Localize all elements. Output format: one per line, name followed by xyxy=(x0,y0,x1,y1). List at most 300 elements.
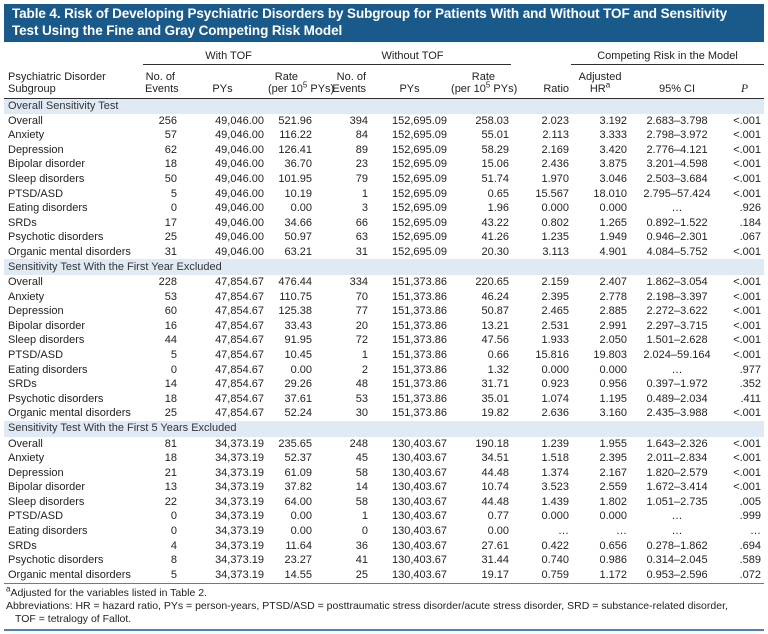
cell-pys_notof: 152,695.09 xyxy=(391,172,448,185)
cell-rate_tof: 125.38 xyxy=(278,305,313,318)
cell-ci: 1.501–2.628 xyxy=(646,334,708,347)
cell-events_tof: 62 xyxy=(164,143,177,156)
cell-rate_tof: 476.44 xyxy=(278,276,313,289)
cell-pys_tof: 34,373.19 xyxy=(215,568,264,581)
cell-pys_tof: 49,046.00 xyxy=(215,129,264,142)
cell-pys_notof: 130,403.67 xyxy=(391,568,448,581)
cell-rate_notof: 44.48 xyxy=(481,495,510,508)
table-row xyxy=(4,437,764,452)
cell-pys_notof: 130,403.67 xyxy=(391,495,448,508)
cell-events_notof: 0 xyxy=(361,524,369,537)
table-row xyxy=(4,553,764,568)
col-header-events-with: No. of Events xyxy=(143,64,179,98)
cell-pys_notof: 152,695.09 xyxy=(391,202,448,215)
cell-ratio: 0.000 xyxy=(541,510,570,523)
cell-ci: 1.862–3.054 xyxy=(646,276,708,289)
cell-subgroup: Sleep disorders xyxy=(8,172,85,185)
cell-p: <.001 xyxy=(733,276,762,289)
cell-ratio: 2.169 xyxy=(541,143,570,156)
cell-rate_tof: 110.75 xyxy=(279,290,313,303)
col-header-subgroup: Psychiatric Disorder Subgroup xyxy=(4,64,143,98)
table-row xyxy=(4,568,764,583)
cell-events_notof: 58 xyxy=(355,466,369,479)
bottom-rule xyxy=(4,629,764,631)
cell-rate_notof: 27.61 xyxy=(481,539,510,552)
cell-pys_tof: 47,854.67 xyxy=(215,378,264,391)
cell-p: <.001 xyxy=(733,158,762,171)
cell-pys_notof: 151,373.86 xyxy=(391,276,448,289)
cell-rate_tof: 91.95 xyxy=(284,334,313,347)
cell-rate_tof: 0.00 xyxy=(290,363,313,376)
cell-hr: 0.000 xyxy=(599,363,628,376)
cell-ratio: 1.239 xyxy=(541,437,570,450)
group-header-without-tof: Without TOF xyxy=(314,47,511,64)
cell-pys_tof: 49,046.00 xyxy=(215,172,264,185)
cell-ratio: 15.816 xyxy=(535,348,570,361)
cell-ratio: 1.074 xyxy=(541,392,570,405)
footnote-abbreviations-line2: TOF = tetralogy of Fallot. xyxy=(15,613,132,626)
cell-p: <.001 xyxy=(733,481,762,494)
cell-events_notof: 1 xyxy=(361,510,369,523)
cell-rate_tof: 37.61 xyxy=(284,392,313,405)
table-title: Table 4. Risk of Developing Psychiatric Disorders by Subgroup for Patients With and Without TOF and Sensitivity Test Using the Fine and Gray Competing Risk Model xyxy=(4,4,764,42)
cell-hr: 0.956 xyxy=(599,378,628,391)
cell-pys_tof: 47,854.67 xyxy=(215,305,264,318)
group-header-spacer xyxy=(511,47,571,64)
cell-hr: 2.559 xyxy=(599,481,628,494)
cell-ci: 0.892–1.522 xyxy=(646,216,708,229)
cell-events_notof: 1 xyxy=(361,348,369,361)
cell-events_notof: 70 xyxy=(355,290,369,303)
cell-events_tof: 0 xyxy=(170,202,177,215)
cell-subgroup: Bipolar disorder xyxy=(8,319,86,332)
table-row xyxy=(4,114,764,129)
cell-rate_notof: 0.00 xyxy=(487,524,510,537)
cell-subgroup: Organic mental disorders xyxy=(8,245,131,258)
cell-ratio: 0.740 xyxy=(541,554,570,567)
cell-pys_tof: 49,046.00 xyxy=(215,187,264,200)
cell-events_notof: 53 xyxy=(355,392,369,405)
cell-ratio: 2.395 xyxy=(541,290,570,303)
cell-p: .072 xyxy=(739,568,762,581)
cell-pys_notof: 152,695.09 xyxy=(391,114,448,127)
cell-events_notof: 30 xyxy=(355,407,369,420)
cell-rate_tof: 116.22 xyxy=(279,129,313,142)
cell-subgroup: Anxiety xyxy=(8,452,45,465)
cell-ci: 2.776–4.121 xyxy=(646,143,708,156)
cell-events_tof: 13 xyxy=(164,481,177,494)
cell-pys_tof: 47,854.67 xyxy=(215,276,264,289)
cell-ratio: 1.933 xyxy=(541,334,570,347)
cell-p: <.001 xyxy=(733,334,762,347)
section-header-row xyxy=(4,421,764,437)
cell-events_notof: 2 xyxy=(361,363,369,376)
cell-ci: 2.272–3.622 xyxy=(646,305,708,318)
cell-hr: 0.986 xyxy=(599,554,628,567)
cell-ratio: 1.439 xyxy=(541,495,570,508)
cell-events_notof: 248 xyxy=(349,437,369,450)
table-row xyxy=(4,158,764,173)
cell-rate_tof: 63.21 xyxy=(284,245,313,258)
cell-events_notof: 25 xyxy=(355,568,369,581)
cell-subgroup: Organic mental disorders xyxy=(8,568,131,581)
cell-rate_tof: 36.70 xyxy=(284,158,313,171)
table-row xyxy=(4,245,764,260)
cell-ratio: 1.970 xyxy=(541,172,570,185)
cell-pys_tof: 34,373.19 xyxy=(215,539,264,552)
cell-events_tof: 18 xyxy=(164,392,177,405)
col-header-95ci: 95% CI xyxy=(629,64,725,98)
cell-hr: 0.000 xyxy=(599,510,628,523)
cell-rate_notof: 19.82 xyxy=(481,407,510,420)
cell-events_tof: 0 xyxy=(170,524,177,537)
cell-ratio: 2.436 xyxy=(541,158,570,171)
cell-rate_notof: 55.01 xyxy=(481,129,510,142)
table-row xyxy=(4,216,764,231)
cell-ratio: 0.000 xyxy=(541,202,570,215)
cell-hr: 2.885 xyxy=(599,305,628,318)
cell-pys_notof: 152,695.09 xyxy=(391,245,448,258)
cell-pys_tof: 47,854.67 xyxy=(215,348,264,361)
cell-ci: … xyxy=(671,510,683,523)
cell-p: .067 xyxy=(739,231,762,244)
cell-events_tof: 18 xyxy=(164,158,177,171)
cell-p: .977 xyxy=(739,363,762,376)
cell-ci: 2.198–3.397 xyxy=(646,290,708,303)
risk-table xyxy=(4,47,764,582)
cell-rate_notof: 58.29 xyxy=(481,143,510,156)
cell-rate_tof: 64.00 xyxy=(284,495,313,508)
cell-ci: 0.314–2.045 xyxy=(646,554,708,567)
cell-rate_notof: 46.24 xyxy=(481,290,510,303)
cell-pys_tof: 34,373.19 xyxy=(215,466,264,479)
cell-pys_notof: 130,403.67 xyxy=(391,524,448,537)
cell-ratio: 2.023 xyxy=(541,114,570,127)
cell-p: <.001 xyxy=(733,437,762,450)
cell-pys_tof: 47,854.67 xyxy=(215,334,264,347)
cell-pys_notof: 130,403.67 xyxy=(391,510,448,523)
cell-events_notof: 84 xyxy=(355,129,369,142)
cell-ratio: 2.159 xyxy=(541,276,570,289)
cell-ci: 0.946–2.301 xyxy=(646,231,708,244)
cell-ci: 0.489–2.034 xyxy=(646,392,708,405)
section-header-row xyxy=(4,98,764,114)
cell-p: .999 xyxy=(739,510,762,523)
cell-pys_notof: 130,403.67 xyxy=(391,539,448,552)
cell-pys_tof: 34,373.19 xyxy=(215,554,264,567)
cell-hr: … xyxy=(616,524,628,537)
cell-subgroup: PTSD/ASD xyxy=(8,187,64,200)
cell-rate_tof: 11.64 xyxy=(285,539,313,552)
cell-events_notof: 31 xyxy=(355,245,369,258)
cell-events_tof: 4 xyxy=(170,539,177,552)
cell-pys_tof: 47,854.67 xyxy=(215,392,264,405)
cell-events_notof: 20 xyxy=(355,319,369,332)
cell-ci: 0.278–1.862 xyxy=(646,539,708,552)
group-header-with-tof: With TOF xyxy=(143,47,314,64)
cell-ratio: 2.465 xyxy=(541,305,570,318)
cell-ci: 2.297–3.715 xyxy=(646,319,708,332)
cell-events_tof: 25 xyxy=(164,407,177,420)
cell-events_tof: 8 xyxy=(170,554,177,567)
cell-p: … xyxy=(750,524,762,537)
col-header-adjusted-hr: Adjusted $HR^a$ xyxy=(571,64,629,98)
cell-pys_tof: 34,373.19 xyxy=(215,495,264,508)
cell-pys_tof: 49,046.00 xyxy=(215,202,264,215)
column-header-row xyxy=(4,64,764,98)
cell-pys_tof: 47,854.67 xyxy=(215,363,264,376)
section-header-label: Sensitivity Test With the First 5 Years Excluded xyxy=(4,421,764,437)
cell-rate_notof: 41.26 xyxy=(481,231,510,244)
cell-pys_notof: 151,373.86 xyxy=(391,407,448,420)
cell-hr: 3.160 xyxy=(599,407,628,420)
cell-pys_notof: 151,373.86 xyxy=(391,363,448,376)
cell-hr: 19.803 xyxy=(593,348,628,361)
cell-rate_tof: 50.97 xyxy=(284,231,313,244)
table-row xyxy=(4,172,764,187)
table-row xyxy=(4,290,764,305)
cell-events_notof: 48 xyxy=(355,378,369,391)
cell-events_tof: 22 xyxy=(164,495,177,508)
cell-rate_notof: 44.48 xyxy=(481,466,510,479)
cell-ratio: 0.422 xyxy=(541,539,570,552)
cell-pys_tof: 49,046.00 xyxy=(215,216,264,229)
cell-rate_notof: 43.22 xyxy=(481,216,510,229)
cell-hr: 3.420 xyxy=(599,143,628,156)
cell-hr: 0.656 xyxy=(599,539,628,552)
cell-rate_tof: 0.00 xyxy=(290,510,313,523)
cell-hr: 1.949 xyxy=(599,231,628,244)
cell-hr: 1.802 xyxy=(599,495,628,508)
cell-rate_tof: 23.27 xyxy=(284,554,313,567)
cell-subgroup: Depression xyxy=(8,305,64,318)
cell-subgroup: Overall xyxy=(8,114,43,127)
cell-events_tof: 18 xyxy=(164,452,177,465)
cell-ci: 1.672–3.414 xyxy=(646,481,708,494)
group-header-row xyxy=(4,47,764,64)
cell-hr: 3.333 xyxy=(599,129,628,142)
cell-events_tof: 21 xyxy=(164,466,177,479)
cell-ci: 1.051–2.735 xyxy=(646,495,708,508)
cell-pys_tof: 49,046.00 xyxy=(215,114,264,127)
cell-p: <.001 xyxy=(733,172,762,185)
cell-rate_tof: 126.41 xyxy=(278,143,313,156)
cell-pys_notof: 151,373.86 xyxy=(391,348,448,361)
cell-ci: 3.201–4.598 xyxy=(646,158,708,171)
cell-rate_tof: 235.65 xyxy=(278,437,313,450)
cell-ci: 2.024–59.164 xyxy=(643,348,711,361)
cell-ci: … xyxy=(671,202,683,215)
cell-rate_tof: 33.43 xyxy=(284,319,313,332)
cell-ratio: … xyxy=(558,524,570,537)
cell-subgroup: Eating disorders xyxy=(8,202,88,215)
cell-subgroup: SRDs xyxy=(8,378,37,391)
table-row xyxy=(4,481,764,496)
table-row xyxy=(4,495,764,510)
col-header-p-value: P xyxy=(725,64,764,98)
table-body xyxy=(4,98,764,582)
cell-rate_tof: 61.09 xyxy=(284,466,313,479)
group-header-competing-risk: Competing Risk in the Model xyxy=(571,47,764,64)
cell-rate_notof: 19.17 xyxy=(481,568,510,581)
cell-p: <.001 xyxy=(733,452,762,465)
cell-rate_notof: 13.21 xyxy=(481,319,510,332)
cell-events_tof: 256 xyxy=(158,114,177,127)
cell-p: <.001 xyxy=(733,348,762,361)
cell-ci: 1.820–2.579 xyxy=(646,466,708,479)
cell-ratio: 2.636 xyxy=(541,407,570,420)
cell-ci: 2.683–3.798 xyxy=(646,114,708,127)
cell-p: <.001 xyxy=(733,290,762,303)
cell-p: .926 xyxy=(739,202,762,215)
cell-subgroup: Bipolar disorder xyxy=(8,158,86,171)
cell-events_tof: 25 xyxy=(164,231,177,244)
cell-subgroup: Bipolar disorder xyxy=(8,481,86,494)
cell-ratio: 1.518 xyxy=(541,452,570,465)
table-row xyxy=(4,348,764,363)
cell-ci: 2.798–3.972 xyxy=(646,129,708,142)
cell-hr: 2.778 xyxy=(599,290,628,303)
cell-rate_tof: 101.95 xyxy=(278,172,313,185)
cell-ci: 2.795–57.424 xyxy=(643,187,711,200)
footnote-adjusted: $^a$Adjusted for the variables listed in Table 2. xyxy=(6,584,207,600)
cell-events_notof: 45 xyxy=(355,452,369,465)
cell-subgroup: SRDs xyxy=(8,216,37,229)
table-header xyxy=(4,47,764,98)
cell-subgroup: Anxiety xyxy=(8,129,45,142)
table-row xyxy=(4,230,764,245)
cell-ratio: 1.374 xyxy=(541,466,570,479)
section-header-row xyxy=(4,259,764,275)
cell-rate_notof: 190.18 xyxy=(475,437,510,450)
cell-rate_notof: 31.44 xyxy=(481,554,510,567)
cell-rate_notof: 10.74 xyxy=(481,481,510,494)
cell-ratio: 0.000 xyxy=(541,363,570,376)
table-row xyxy=(4,275,764,290)
cell-hr: 2.407 xyxy=(599,276,628,289)
cell-hr: 3.875 xyxy=(599,158,628,171)
cell-rate_tof: 10.19 xyxy=(284,187,313,200)
cell-hr: 3.192 xyxy=(599,114,628,127)
section-header-label: Overall Sensitivity Test xyxy=(4,98,764,114)
cell-pys_tof: 47,854.67 xyxy=(215,290,264,303)
cell-p: .694 xyxy=(739,539,762,552)
cell-events_tof: 5 xyxy=(170,568,177,581)
cell-subgroup: Organic mental disorders xyxy=(8,407,131,420)
table-row xyxy=(4,510,764,525)
cell-rate_tof: 14.55 xyxy=(284,568,313,581)
cell-subgroup: Psychotic disorders xyxy=(8,554,104,567)
cell-ratio: 3.113 xyxy=(542,245,570,258)
cell-ratio: 0.923 xyxy=(541,378,570,391)
cell-events_tof: 53 xyxy=(164,290,177,303)
table-row xyxy=(4,451,764,466)
cell-ci: 2.503–3.684 xyxy=(646,172,708,185)
cell-rate_tof: 52.37 xyxy=(284,452,313,465)
cell-ci: 2.435–3.988 xyxy=(646,407,708,420)
cell-rate_notof: 15.06 xyxy=(481,158,510,171)
cell-rate_notof: 50.87 xyxy=(481,305,510,318)
cell-p: <.001 xyxy=(733,407,762,420)
cell-events_notof: 14 xyxy=(355,481,369,494)
cell-p: <.001 xyxy=(733,143,762,156)
cell-hr: 1.172 xyxy=(599,568,628,581)
cell-pys_notof: 152,695.09 xyxy=(391,187,448,200)
footnotes xyxy=(4,584,764,628)
col-header-pys-with: PYs xyxy=(179,64,266,98)
cell-events_tof: 44 xyxy=(164,334,177,347)
cell-events_tof: 57 xyxy=(164,129,177,142)
table-row xyxy=(4,377,764,392)
cell-rate_notof: 0.77 xyxy=(487,510,510,523)
cell-events_notof: 89 xyxy=(355,143,369,156)
cell-rate_notof: 51.74 xyxy=(481,172,510,185)
cell-p: <.001 xyxy=(733,245,762,258)
cell-hr: 18.010 xyxy=(593,187,628,200)
cell-subgroup: Depression xyxy=(8,143,64,156)
cell-events_tof: 60 xyxy=(164,305,177,318)
cell-pys_notof: 152,695.09 xyxy=(391,216,448,229)
cell-pys_tof: 47,854.67 xyxy=(215,407,264,420)
cell-ratio: 1.235 xyxy=(541,231,570,244)
cell-pys_tof: 34,373.19 xyxy=(215,510,264,523)
cell-p: <.001 xyxy=(733,305,762,318)
cell-rate_tof: 29.26 xyxy=(284,378,313,391)
cell-ci: … xyxy=(671,363,683,376)
cell-hr: 1.265 xyxy=(599,216,628,229)
cell-events_tof: 0 xyxy=(170,363,177,376)
cell-p: .005 xyxy=(739,495,762,508)
cell-p: <.001 xyxy=(733,129,762,142)
cell-events_tof: 5 xyxy=(170,348,177,361)
cell-hr: 2.050 xyxy=(599,334,628,347)
cell-rate_tof: 37.82 xyxy=(284,481,313,494)
cell-p: .589 xyxy=(739,554,762,567)
cell-events_tof: 16 xyxy=(164,319,177,332)
cell-pys_notof: 130,403.67 xyxy=(391,466,448,479)
table-row xyxy=(4,201,764,216)
cell-pys_notof: 152,695.09 xyxy=(391,158,448,171)
cell-pys_tof: 49,046.00 xyxy=(215,231,264,244)
cell-subgroup: Psychotic disorders xyxy=(8,392,104,405)
table-row xyxy=(4,129,764,144)
cell-events_tof: 14 xyxy=(164,378,177,391)
col-header-events-without: No. of Events xyxy=(314,64,370,98)
cell-events_notof: 41 xyxy=(355,554,369,567)
cell-p: .184 xyxy=(739,216,762,229)
col-header-rate-without: Rate (per $10^5$ PYs) xyxy=(449,64,511,98)
table-row xyxy=(4,187,764,202)
cell-rate_notof: 47.56 xyxy=(481,334,510,347)
cell-events_notof: 334 xyxy=(349,276,369,289)
cell-subgroup: PTSD/ASD xyxy=(8,510,64,523)
table-row xyxy=(4,334,764,349)
cell-subgroup: Overall xyxy=(8,437,43,450)
cell-ratio: 3.523 xyxy=(541,481,570,494)
cell-subgroup: Overall xyxy=(8,276,43,289)
cell-pys_tof: 34,373.19 xyxy=(215,481,264,494)
cell-rate_notof: 34.51 xyxy=(481,452,510,465)
table-row xyxy=(4,466,764,481)
cell-ratio: 15.567 xyxy=(535,187,570,200)
cell-rate_tof: 521.96 xyxy=(278,114,313,127)
section-header-label: Sensitivity Test With the First Year Excluded xyxy=(4,259,764,275)
col-header-ratio: Ratio xyxy=(511,64,571,98)
cell-p: .411 xyxy=(740,392,762,405)
cell-p: <.001 xyxy=(733,187,762,200)
cell-events_notof: 79 xyxy=(355,172,369,185)
cell-hr: 1.955 xyxy=(599,437,628,450)
